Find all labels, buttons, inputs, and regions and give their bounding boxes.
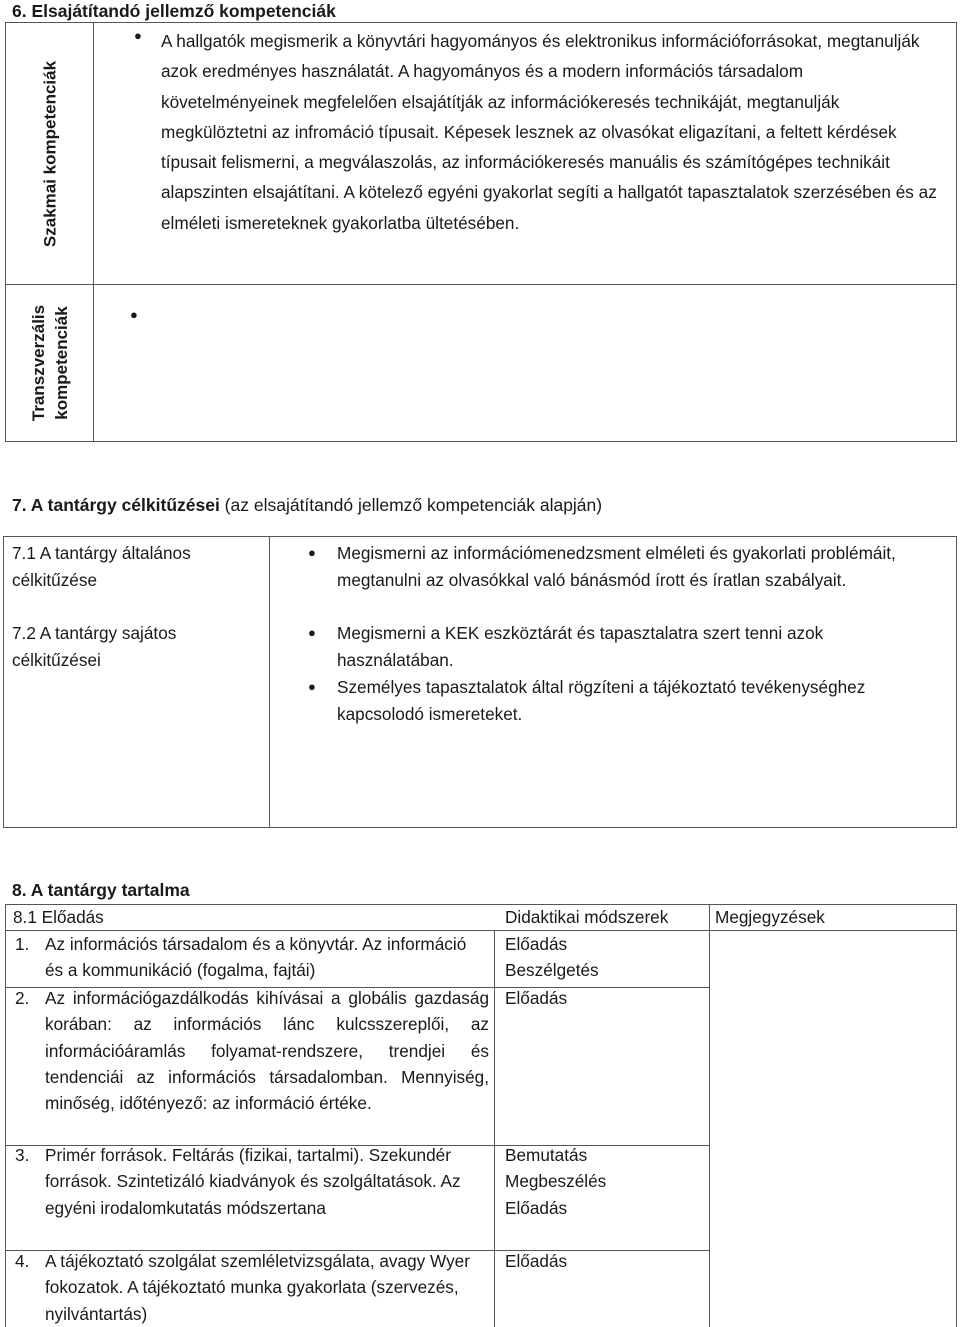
professional-competencies-body xyxy=(94,23,956,284)
objectives-label-column xyxy=(4,537,270,827)
objective-item: Megismerni az információmenedzsment elméleti és gyakorlati problémáit, megtanulni az olvasókkal való bánásmód írott és íratlan szabályait. xyxy=(337,543,896,590)
row-number: 2. xyxy=(15,988,30,1008)
bullet-icon: ● xyxy=(130,307,138,322)
row-topic: A tájékoztató szolgálat szemléletvizsgálata, avagy Wyer fokozatok. A tájékoztató munka gyakorlata (szervezés, nyilvántartás) xyxy=(45,1251,470,1324)
transversal-competencies-label xyxy=(27,305,73,421)
header-didactic-methods: Didaktikai módszerek xyxy=(505,907,669,927)
professional-competencies-text: A hallgatók megismerik a könyvtári hagyományos és elektronikus információforrásokat, megtanulják azok eredményes használatát. A hagyományos és a modern információs társadalom követelményeinek megfelelően elsajátítják az információkeresés technikáját, megtanulják megkülöztetni az infromáció típusait. Képesek lesznek az olvasókat eligazítani, a feltett kérdések típusait felismerni, a megválaszolás, az információkeresés manuális és számítógépes technikáit alapszinten elsajátítani. A kötelező egyéni gyakorlat segíti a hallgatót tapasztalatok szerzésében és az elméleti ismereteknek gyakorlatba ültetésében. xyxy=(161,31,937,233)
section6-heading: 6. Elsajátítandó jellemző kompetenciák xyxy=(12,1,336,21)
section7-heading-normal: (az elsajátítandó jellemző kompetenciák alapján) xyxy=(219,495,603,515)
row-topic: Az információgazdálkodás kihívásai a globális gazdaság korában: az információs lánc kulcsszereplői, az információáramlás folyamat-rendszere, trendjei és tendenciái az információs társadalomban. Mennyiség, minőség, időtényező: az információ értéke. xyxy=(45,988,489,1114)
transversal-label-line1: Transzverzális xyxy=(28,304,48,422)
row-methods: Előadás xyxy=(505,988,568,1008)
table-border xyxy=(494,930,495,1327)
row-topic: Az információs társadalom és a könyvtár. Az információ és a kommunikáció (fogalma, fajtái) xyxy=(45,934,467,981)
objectives-table xyxy=(3,536,957,828)
transversal-competencies-row xyxy=(6,285,956,441)
section8-heading: 8. A tantárgy tartalma xyxy=(12,880,190,900)
professional-competencies-label-cell xyxy=(6,23,94,284)
row-number: 4. xyxy=(15,1251,30,1271)
general-objective-label: 7.1 A tantárgy általános célkitűzése xyxy=(12,543,191,590)
professional-competencies-label: Szakmai kompetenciák xyxy=(40,60,59,247)
objective-item: Személyes tapasztalatok által rögzíteni a tájékoztató tevékenységhez kapcsolodó ismereteket. xyxy=(337,677,866,724)
row-methods: Bemutatás Megbeszélés Előadás xyxy=(505,1145,607,1218)
bullet-icon: ● xyxy=(134,28,142,43)
table-border xyxy=(709,904,710,1327)
table-border xyxy=(956,904,957,1327)
row-number: 3. xyxy=(15,1145,30,1165)
section7-heading xyxy=(12,494,602,516)
bullet-icon: ● xyxy=(308,679,316,694)
transversal-competencies-label-cell xyxy=(6,285,94,441)
header-lecture: 8.1 Előadás xyxy=(13,907,104,927)
header-notes: Megjegyzések xyxy=(715,907,825,927)
transversal-competencies-body xyxy=(94,285,956,441)
competencies-table xyxy=(5,22,957,442)
row-methods: Előadás Beszélgetés xyxy=(505,934,599,981)
objectives-list xyxy=(270,537,956,827)
table-border xyxy=(5,904,6,1327)
objective-item: Megismerni a KEK eszköztárát és tapasztalatra szert tenni azok használatában. xyxy=(337,623,824,670)
bullet-icon: ● xyxy=(308,545,316,560)
bullet-icon: ● xyxy=(308,625,316,640)
transversal-label-line2: kompetenciák xyxy=(51,306,71,420)
row-number: 1. xyxy=(15,934,30,954)
specific-objectives-label: 7.2 A tantárgy sajátos célkitűzései xyxy=(12,623,177,670)
row-methods: Előadás xyxy=(505,1251,568,1271)
section7-heading-bold: 7. A tantárgy célkitűzései xyxy=(12,495,220,515)
professional-competencies-row xyxy=(6,23,956,285)
row-topic: Primér források. Feltárás (fizikai, tartalmi). Szekundér források. Szintetizáló kiadványok és szolgáltatások. Az egyéni irodalomkutatás módszertana xyxy=(45,1145,461,1218)
course-content-table xyxy=(5,904,957,1327)
